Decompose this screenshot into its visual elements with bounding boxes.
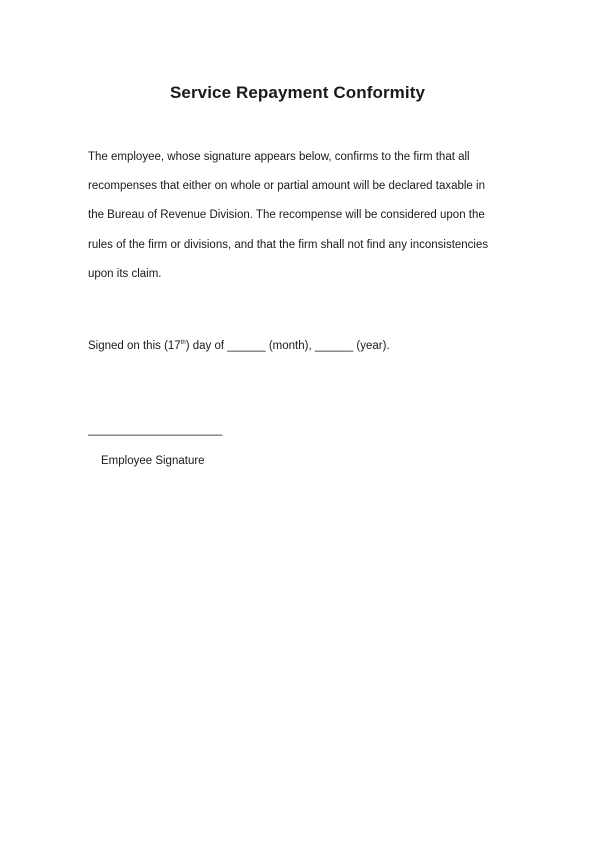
paragraph-line: upon its claim.: [88, 267, 162, 280]
signed-suffix: ) day of ______ (month), ______ (year).: [185, 340, 390, 352]
signature-blank-line: ______________________: [88, 424, 223, 436]
paragraph-line: recompenses that either on whole or partial amount will be declared taxable in: [88, 180, 485, 193]
signed-prefix: Signed on this (17: [88, 340, 181, 352]
ordinal-suffix: th: [180, 340, 186, 346]
signature-caption: Employee Signature: [101, 455, 205, 467]
paragraph-line: the Bureau of Revenue Division. The recompense will be considered upon the: [88, 209, 485, 222]
signed-date-line: [88, 340, 390, 352]
body-paragraph: [88, 143, 508, 289]
paragraph-line: The employee, whose signature appears below, confirms to the firm that all: [88, 151, 470, 163]
paragraph-line: rules of the firm or divisions, and that the firm shall not find any inconsistencies: [88, 238, 489, 251]
document-title: Service Repayment Conformity: [169, 83, 426, 102]
